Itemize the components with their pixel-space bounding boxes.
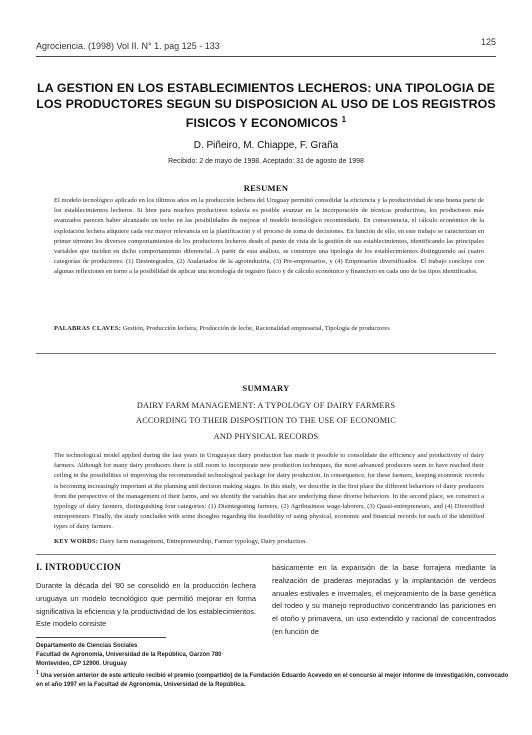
affiliation-line: Facultad de Agronomía, Universidad de la República, Garzón 780: [36, 652, 222, 658]
footnote-1: [36, 669, 514, 689]
summary-keywords: [54, 537, 484, 547]
footnote-mark: 1: [36, 670, 39, 676]
footnote-text: Una versión anterior de este artículo recibió el premio (compartido) de la Fundación Eduardo Acevedo en el concurso al mejor informe de investigación, convocado en el año 1997 en la Facultad de Agronomía, Universidad de la República.: [36, 673, 509, 688]
article-title-text: LA GESTION EN LOS ESTABLECIMIENTOS LECHEROS: UNA TIPOLOGIA DE LOS PRODUCTORES SEGUN SU DISPOSICION AL USO DE LOS REGISTROS FISICOS Y ECONOMICOS: [36, 81, 496, 131]
received-dates: Recibido: 2 de mayo de 1998. Aceptado: 31 de agosto de 1998: [168, 158, 364, 165]
summary-heading: SUMMARY: [242, 383, 290, 393]
summary-text: The technological model applied during the last years in Uruguayan dairy production has made it possible to consolidate the efficiency and productivity of dairy farmers. Although for many dairy producers there is still room to incorporate new production techniques, the most advanced producers seem to have reached their ceiling in the possibilities of improving the recommended technological package for dairy production. In consequence, for these farmers, keeping economic records is becoming increasingly important at the planning and decision making stages. In this study, we describe in the first place the different behaviors of dairy producers from the perspective of the management of their farms, and we identify the variables that are underlying these diverse behaviors. In the second place, we construct a typology of dairy farmers, distinguishing four categories: (1) Disintegrating farmers, (2) Agribusiness wage-laborers, (3) Quasi-entrepreneurs, and (4) Diversified entrepreneurs. Finally, the study concludes with some thoughts regarding the feasibility of using physical, economic and financial records for each of the identified types of dairy farmers.: [54, 452, 484, 531]
intro-left-column: Durante la década del '80 se consolidó en la producción lechera uruguaya un modelo tecnológico que permitió mejorar en forma significativa la eficiencia y la productividad de los establecimientos. Este modelo consiste: [36, 581, 256, 629]
resumen-text: El modelo tecnológico aplicado en los últimos años en la producción lechera del Uruguay permitió consolidar la eficiencia y la productividad de una buena parte de los establecimientos lecheros. Si bien para muchos productores todavía es posible avanzar en la incorporación de técnicas productivas, los productores más avanzados parecen haber alcanzado un techo en las posibilidades de mejorar el modelo tecnológico recomendado. En consecuencia, el cálculo económico de la explotación lechera adquiere cada vez mayor relevancia en la planificación y el proceso de toma de decisiones. En función de ello, en este trabajo se caracterizan en primer término los diversos comportamientos de los productores lecheros desde el punto de vista de la gestión de sus establecimientos, identificando las principales variables que inciden en dicho comportamiento diferencial. A partir de esta análisis, se construye una tipología de los establecimientos distinguiendo así cuatro categorías de productores: (1) Desintegrados, (2) Asalariados de la agroindustria, (3) Pre-empresarios, y (4) Empresarios diversificados. El trabajo concluye con algunas reflexiones en torno a la posibilidad de aplicar una tecnología de registro físico y de cálculo económico y financiero en cada uno de los tipos identificados.: [54, 197, 484, 276]
section-divider: [36, 554, 496, 555]
english-title-line: ACCORDING TO THEIR DISPOSITION TO THE USE OF ECONOMIC: [136, 416, 396, 426]
footnote-rule: [36, 637, 166, 638]
intro-right-column: básicamente en la expansión de la base forrajera mediante la realización de praderas mejoradas y la implantación de verdeos anuales estivales e invernales, el mejoramiento de la base genética del rodeo y su manejo reproductivo concentrando las pariciones en el otoño y primavera, un uso extendido y racional de concentrados (en función de: [272, 563, 496, 636]
keywords-label: PALABRAS CLAVES:: [54, 325, 122, 332]
header-rule: [36, 56, 496, 57]
resumen-heading: RESUMEN: [243, 183, 289, 193]
page-number: 125: [480, 37, 496, 47]
authors: D. Piñeiro, M. Chiappe, F. Graña: [193, 140, 339, 151]
english-title-line: DAIRY FARM MANAGEMENT: A TYPOLOGY OF DAIRY FARMERS: [136, 401, 396, 410]
keywords-label: KEY WORDS:: [54, 538, 99, 545]
affiliation-line: Departamento de Ciencias Sociales: [36, 643, 138, 649]
keywords-text: Gestión, Producción lechera, Producción de leche, Racionalidad empresarial, Tipología de productores: [122, 325, 390, 332]
section-divider: [36, 353, 496, 354]
introduccion-heading: I. INTRODUCCION: [36, 562, 122, 572]
article-title: [30, 80, 502, 131]
title-footnote-mark[interactable]: 1: [341, 115, 347, 124]
resumen-keywords: [54, 324, 484, 334]
english-title: [110, 398, 422, 444]
keywords-text: Dairy farm management, Entrepreneurship, Farmer typology, Dairy production.: [99, 538, 308, 545]
journal-citation: Agrociencia. (1998) Vol II. N° 1. pag 125 - 133: [36, 41, 220, 51]
english-title-line: AND PHYSICAL RECORDS: [213, 431, 319, 441]
running-header: [36, 37, 496, 51]
affiliation-line: Montevideo, CP 12900. Uruguay: [36, 661, 127, 667]
